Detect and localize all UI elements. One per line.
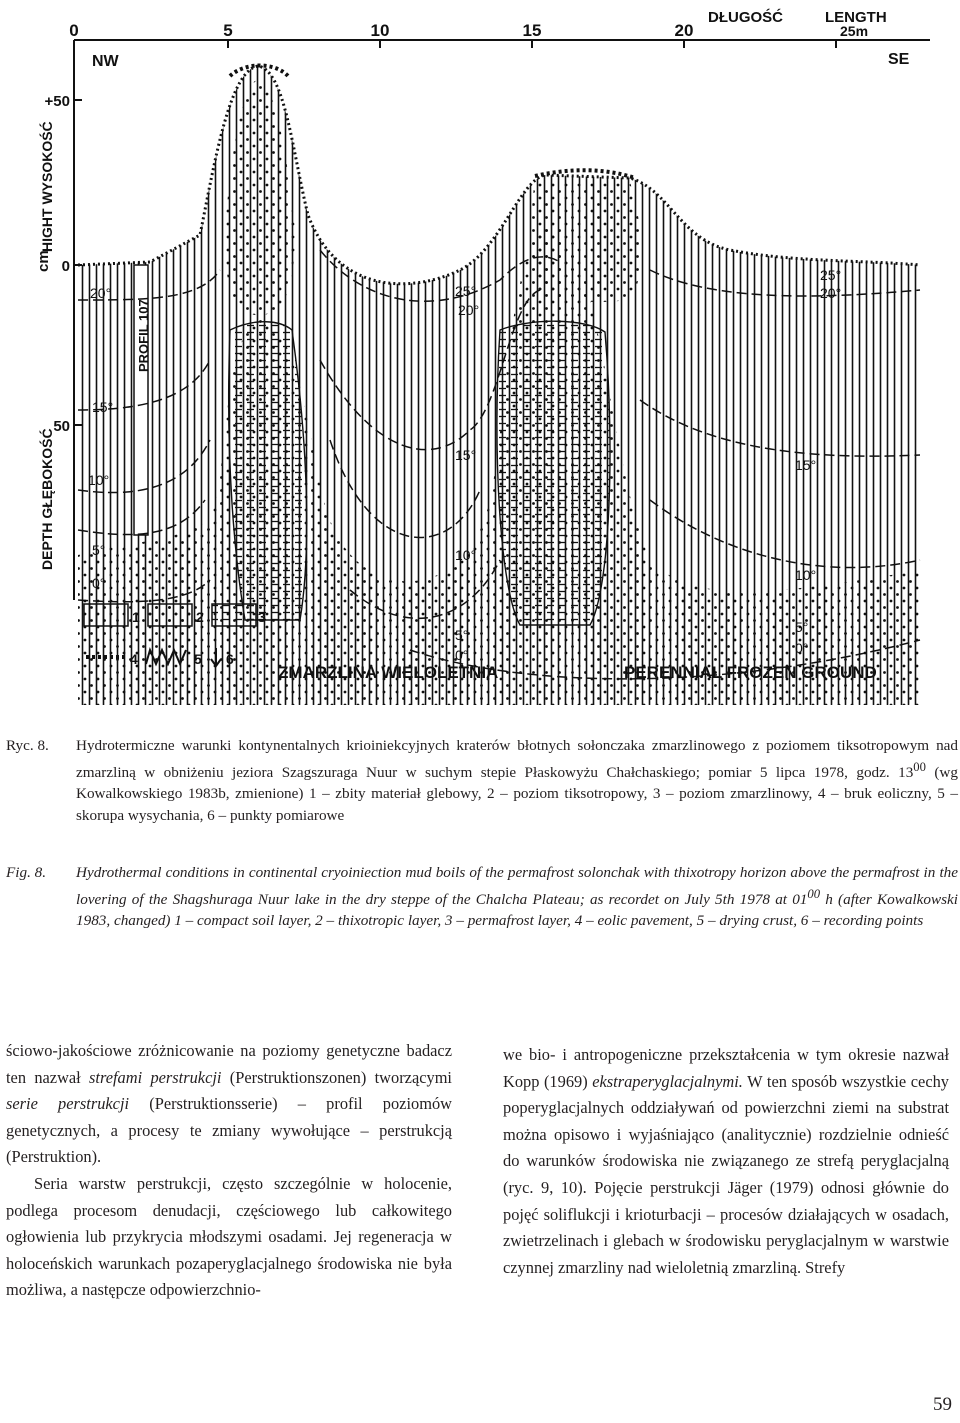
zmarzlina-label: ZMARZLINA WIELOLETNIA xyxy=(278,663,499,682)
profile-label: PROFIL 107 xyxy=(136,299,151,372)
caption-english xyxy=(6,862,958,932)
permafrost-right-core xyxy=(497,321,610,625)
left-paragraph-2: Seria warstw perstrukcji, często szczególnie w holocenie, podlega procesom denudacji, częściowego lub całkowitego ogłowienia lub przykrycia młodszymi osadami. Jej regeneracja w holoceńskich warunkach pozaperyglacjalnego środowiska nie była możliwa, a następcze odpowierzchnio- xyxy=(6,1173,452,1300)
se-label: SE xyxy=(888,51,910,68)
depth-label: DEPTH GŁĘBOKOŚĆ xyxy=(39,428,55,570)
tick-15: 15 xyxy=(522,21,542,40)
iso-0-left: 0° xyxy=(92,575,106,591)
iso-5-mid: 5° xyxy=(455,627,469,643)
body-column-left xyxy=(6,1038,452,1304)
length-label-pl: DŁUGOŚĆ xyxy=(708,9,783,26)
legend-label-4: 4 xyxy=(130,651,138,667)
length-label-en: LENGTH xyxy=(825,9,887,26)
iso-15-left: 15° xyxy=(92,399,114,415)
legend-label-3: 3 xyxy=(258,609,266,625)
depth50-label: 50 xyxy=(53,418,70,435)
cm-label: cm xyxy=(35,250,52,272)
iso-10-mid: 10° xyxy=(455,547,477,563)
tick-20: 20 xyxy=(674,21,694,40)
iso-20-right: 20° xyxy=(820,285,842,301)
iso-5-right: 5° xyxy=(795,619,809,635)
iso-10-right: 10° xyxy=(795,567,817,583)
legend-swatch-3 xyxy=(212,604,256,626)
caption-pl-text: Hydrotermiczne warunki kontynentalnych krioiniekcyjnych kraterów błotnych sołonczaka zmarzlinowego z poziomem tiksotropowym nad zmarzliną w obniżeniu jeziora Szagszuraga Nuur w suchym stepie Płaskowyżu Chałchaskiego; pomiar 5 lipca 1978, godz. $13^{00}$ (wg Kowalkowskiego 1983b, zmienione) 1 – zbity materiał glebowy, 2 – poziom tiksotropowy, 3 – poziom zmarzlinowy, 4 – bruk eoliczny, 5 – skorupa wysychania, 6 – punkty pomiarowe xyxy=(76,737,958,824)
iso-20-left: 20° xyxy=(90,285,112,301)
iso-0-mid: 0° xyxy=(455,647,469,663)
zero-label: 0 xyxy=(61,258,70,275)
iso-10-left: 10° xyxy=(88,472,110,488)
caption-polish xyxy=(6,735,958,826)
iso-20-mid: 20° xyxy=(458,302,480,318)
legend-label-6: 6 xyxy=(226,651,234,667)
tick-5: 5 xyxy=(223,21,233,40)
figure-cross-section xyxy=(30,0,940,715)
nw-label: NW xyxy=(92,53,119,70)
legend-swatch-2 xyxy=(148,604,192,626)
iso-0-right: 0° xyxy=(795,640,809,656)
caption-en-label: Fig. 8. xyxy=(6,864,47,881)
iso-25-mid: 25° xyxy=(455,283,477,299)
iso-15-right: 15° xyxy=(795,457,817,473)
legend-swatch-1 xyxy=(84,604,128,626)
permafrost-left-core xyxy=(229,322,307,620)
length-unit: 25m xyxy=(840,23,869,39)
top-axis-ticks xyxy=(74,40,836,48)
caption-en-text: Hydrothermal conditions in continental cryoiniection mud boils of the permafrost solonchak with thixotropy horizon above the permafrost in the lovering of the Shagshuraga Nuur lake in the dry steppe of the Chalcha Plateau; as recordet on July 5th 1978 at $01^{00}$ h (after Kowalkowski 1983, changed) 1 – compact soil layer, 2 – thixotropic layer, 3 – permafrost layer, 4 – eolic pavement, 5 – drying crust, 6 – recording points xyxy=(76,864,958,930)
caption-pl-label: Ryc. 8. xyxy=(6,737,49,754)
legend-label-5: 5 xyxy=(194,651,202,667)
tick-0: 0 xyxy=(69,21,79,40)
cross-section-drawing xyxy=(30,0,940,715)
tick-10: 10 xyxy=(370,21,390,40)
iso-15-mid: 15° xyxy=(455,447,477,463)
iso-5-left: 5° xyxy=(92,542,106,558)
perennial-label: PERENNIAL FROZEN GROUND xyxy=(624,663,877,682)
legend-label-1: 1 xyxy=(132,609,140,625)
height-label: HIGHT WYSOKOŚĆ xyxy=(39,121,55,252)
right-paragraph: we bio- i antropogeniczne przekształcenia w tym okresie nazwał Kopp (1969) ekstraperyglacjalnymi. W ten sposób wszystkie cechy poperyglacjalnych oddziaływań od powierzchni ziemi na substrat można opisowo i wyjaśniająco (analitycznie) rozdzielnie odnieść do warunków środowiska nie związanego ze strefą peryglacjalną (ryc. 9, 10). Pojęcie perstrukcji Jäger (1979) odnosi głównie do pojęć soliflukcji i krioturbacji – procesów działających w osadach, zwietrzelinach i glebach w środowisku peryglacjalnym w warstwie czynnej zmarzliny nad wieloletnią zmarzliną. Strefy xyxy=(503,1045,949,1277)
plus50-label: +50 xyxy=(44,93,70,110)
legend-label-2: 2 xyxy=(196,609,204,625)
left-paragraph-1: ściowo-jakościowe zróżnicowanie na poziomy genetyczne badacz ten nazwał strefami perstrukcji (Perstruktionszonen) tworzącymi serie perstrukcji (Perstruktionsserie) – profil poziomów genetycznych, a procesy te zmiany wywołujące – perstrukcją (Perstruktion). xyxy=(6,1041,452,1167)
iso-25-right: 25° xyxy=(820,267,842,283)
body-column-right xyxy=(503,1042,949,1281)
page-number: 59 xyxy=(933,1394,952,1415)
